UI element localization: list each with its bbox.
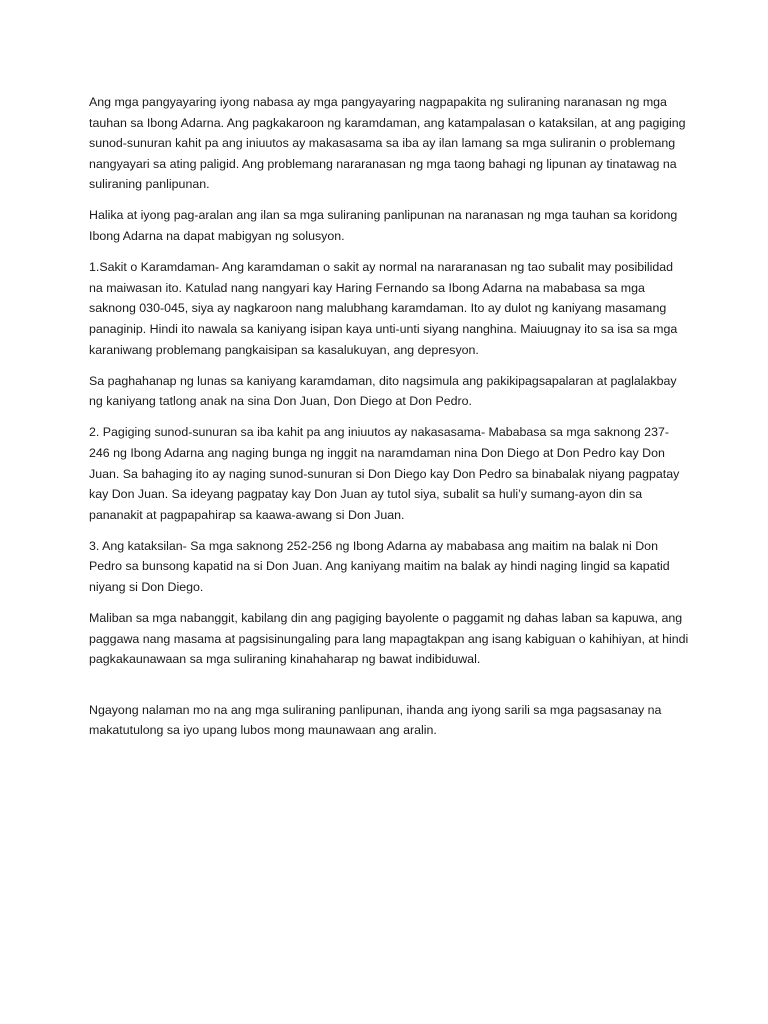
paragraph-sunod-sunuran: 2. Pagiging sunod-sunuran sa iba kahit pa ang iniuutos ay nakasasama- Mababasa sa mga saknong 237-246 ng Ibong Adarna ang naging bunga ng inggit na naramdaman nina Don Diego at Don Pedro kay Don Juan. Sa bahaging ito ay naging sunod-sunuran si Don Diego kay Don Pedro sa binabalak niyang pagpatay kay Don Juan. Sa ideyang pagpatay kay Don Juan ay tutol siya, subalit sa huli’y sumang-ayon din sa pananakit at pagpapahirap sa kaawa-awang si Don Juan. [89, 425, 680, 522]
paragraph-kataksilan: 3. Ang kataksilan- Sa mga saknong 252-256 ng Ibong Adarna ay mababasa ang maitim na balak ni Don Pedro sa bunsong kapatid na si Don Juan. Ang kaniyang maitim na balak ay hindi naging lingid sa kapatid niyang si Don Diego. [89, 538, 670, 594]
paragraph-maliban: Maliban sa mga nabanggit, kabilang din ang pagiging bayolente o paggamit ng dahas laban sa kapuwa, ang paggawa nang masama at pagsisinungaling para lang mapagtakpan ang isang kabiguan o kahihiyan, at hindi pagkakaunawaan sa mga suliraning kinahaharap ng bawat indibiduwal. [89, 611, 689, 667]
paragraph-intro: Ang mga pangyayaring iyong nabasa ay mga pangyayaring nagpapakita ng suliraning naranasan ng mga tauhan sa Ibong Adarna. Ang pagkakaroon ng karamdaman, ang katampalasan o kataksilan, at ang pagiging sunod-sunuran kahit pa ang iniuutos ay makasasama sa iba ay ilan lamang sa mga suliranin o problemang nangyayari sa ating paligid. Ang problemang nararanasan ng mga taong bahagi ng lipunan ay tinatawag na suliraning panlipunan. [89, 95, 686, 192]
paragraph-paghahanap: Sa paghahanap ng lunas sa kaniyang karamdaman, dito nagsimula ang pakikipagsapalaran at paglalakbay ng kaniyang tatlong anak na sina Don Juan, Don Diego at Don Pedro. [89, 373, 677, 409]
paragraph-sakit: 1.Sakit o Karamdaman- Ang karamdaman o sakit ay normal na nararanasan ng tao subalit may posibilidad na maiwasan ito. Katulad nang nangyari kay Haring Fernando sa Ibong Adarna na mababasa sa mga saknong 030-045, siya ay nagkaroon nang malubhang karamdaman. Ito ay dulot ng kaniyang masamang panaginip. Hindi ito nawala sa kaniyang isipan kaya unti-unti siyang nanghina. Maiuugnay ito sa isa sa mga karaniwang problemang pangkaisipan sa kasalukuyan, ang depresyon. [89, 260, 678, 357]
paragraph-ngayong: Ngayong nalaman mo na ang mga suliraning panlipunan, ihanda ang iyong sarili sa mga pagsasanay na makatutulong sa iyo upang lubos mong maunawaan ang aralin. [89, 702, 662, 738]
paragraph-halika: Halika at iyong pag-aralan ang ilan sa mga suliraning panlipunan na naranasan ng mga tauhan sa koridong Ibong Adarna na dapat mabigyan ng solusyon. [89, 208, 678, 244]
document-body [89, 92, 689, 752]
